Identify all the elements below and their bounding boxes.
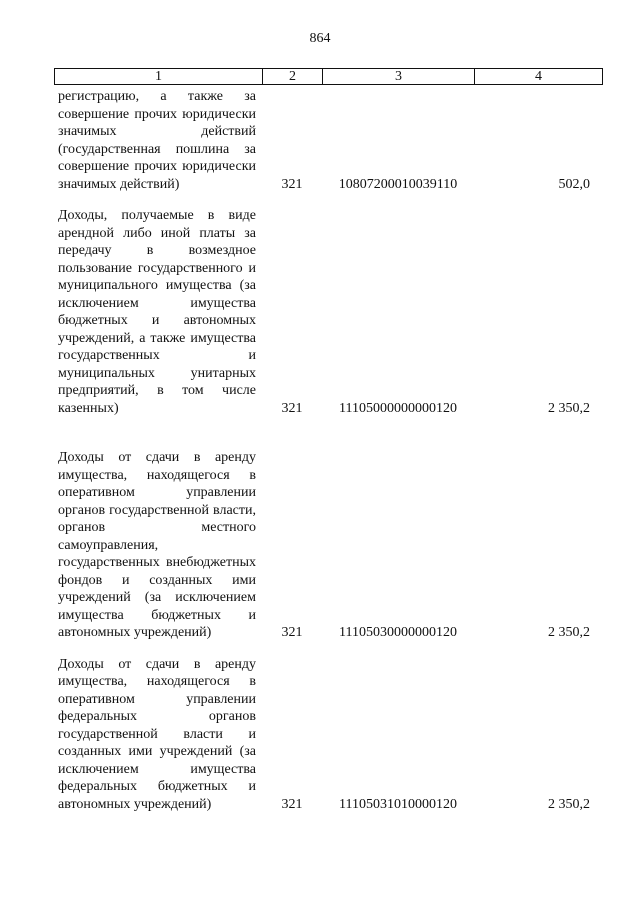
table-row <box>54 207 602 417</box>
column-header-2: 2 <box>263 69 323 85</box>
row-description: Доходы, получаемые в виде арендной либо иной платы за передачу в возмездное пользование государственного и муниципального имущества (за исключением имущества бюджетных и автономных учреждений, а также имущества государственных и муниципальных унитарных предприятий, в том числе казенных) <box>58 208 256 416</box>
row-amount: 2 350,2 <box>548 796 590 812</box>
column-header-row <box>55 69 603 85</box>
table-row <box>54 656 602 814</box>
row-kbk: 10807200010039110 <box>338 176 458 192</box>
page-number: 864 <box>309 31 331 46</box>
column-header-4: 4 <box>475 69 603 85</box>
row-code: 321 <box>281 176 303 192</box>
revenue-table <box>54 88 602 813</box>
column-header-1: 1 <box>55 69 263 85</box>
row-description: регистрацию, а также за совершение прочих юридически значимых действий (государственная пошлина за совершение прочих юридически значимых действий) <box>58 89 256 192</box>
row-amount: 502,0 <box>558 176 590 192</box>
table-header <box>54 68 603 85</box>
row-amount: 2 350,2 <box>548 400 590 416</box>
table-row <box>54 449 602 642</box>
row-code: 321 <box>281 400 303 416</box>
table-row <box>54 88 602 193</box>
row-description: Доходы от сдачи в аренду имущества, находящегося в оперативном управлении федеральных органов государственной власти и созданных ими учреждений (за исключением имущества федеральных бюджетных и автономных учреждений) <box>58 656 256 812</box>
column-header-3: 3 <box>323 69 475 85</box>
row-description: Доходы от сдачи в аренду имущества, находящегося в оперативном управлении органов государственной власти, органов местного самоуправления, государственных внебюджетных фондов и созданных ими учреждений (за исключением имущества бюджетных и автономных учреждений) <box>58 450 256 640</box>
row-amount: 2 350,2 <box>548 625 590 640</box>
row-kbk: 11105031010000120 <box>339 796 457 812</box>
row-kbk: 11105030000000120 <box>339 625 457 640</box>
row-code: 321 <box>281 796 303 812</box>
row-kbk: 11105000000000120 <box>339 400 457 416</box>
row-code: 321 <box>281 625 303 640</box>
